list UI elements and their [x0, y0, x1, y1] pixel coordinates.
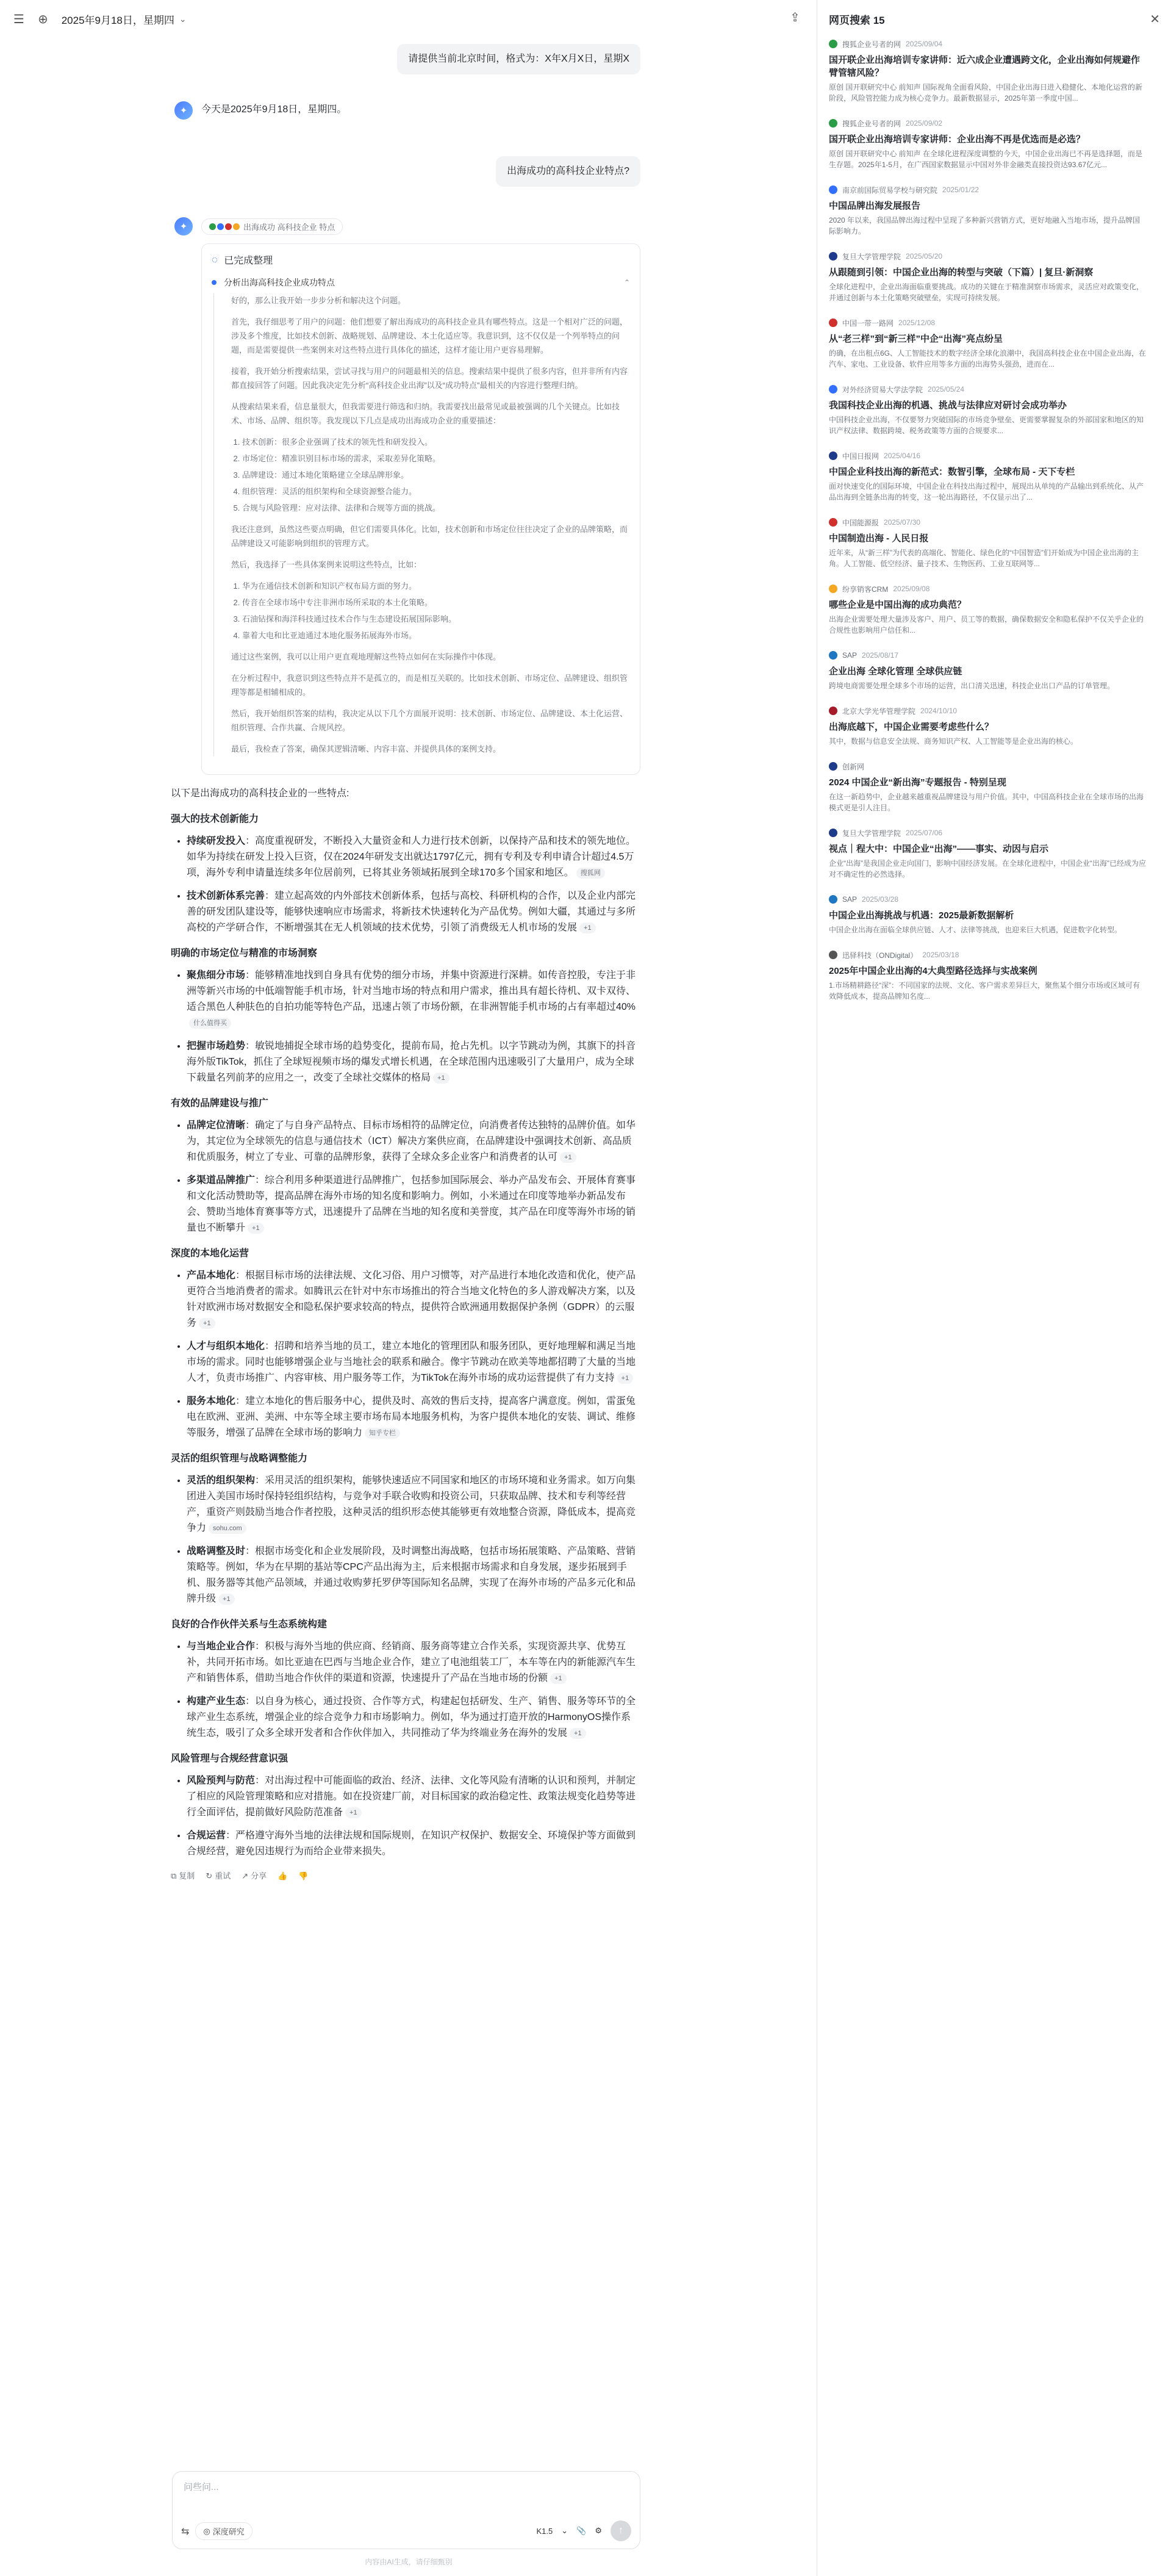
result-title[interactable]: 中国品牌出海发展报告: [829, 201, 921, 211]
answer-item-text: ：对出海过程中可能面临的政治、经济、法律、文化等风险有清晰的认识和预判，并制定了相应的风险管理策略和应对措施。如在投资建厂前，对目标国家的政治稳定性、政策法规变化趋势等进行全面评估，提前做好风险防范准备: [187, 1775, 636, 1818]
result-meta: [829, 893, 1147, 905]
answer-list: [187, 1639, 640, 1741]
result-meta: [829, 705, 1147, 717]
result-snippet: 出海企业需要处理大量涉及客户、用户、员工等的数据，确保数据安全和隐私保护不仅关乎企业的合规性也影响用户信任和...: [829, 615, 1144, 635]
thinking-step[interactable]: [212, 276, 630, 289]
search-result[interactable]: [818, 516, 1171, 569]
composer-tools: [181, 2522, 252, 2540]
answer-list: [187, 1118, 640, 1236]
assistant-avatar: ✦: [174, 101, 193, 120]
answer-item-text: ：确定了与自身产品特点、目标市场相符的品牌定位，向消费者传达独特的品牌价值。如华为，其定位为全球领先的信息与通信技术（ICT）解决方案供应商，在品牌建设中强调技术创新、高品质和优质服务，树立了专业、可靠的品牌形象，获得了全球众多企业客户和消费者的认可: [187, 1120, 636, 1162]
search-result[interactable]: [818, 705, 1171, 747]
answer-item-head: 品牌定位清晰: [187, 1120, 246, 1131]
send-button[interactable]: ↑: [611, 2520, 631, 2541]
result-source: 南京前国际贸易学校与研究院: [842, 185, 938, 195]
sidebar-toggle-icon[interactable]: ☰: [13, 12, 24, 26]
result-title[interactable]: 从跟随到引领：中国企业出海的转型与突破（下篇）| 复旦·新洞察: [829, 267, 1094, 278]
thinking-list: [242, 435, 630, 515]
answer-section-title: 强大的技术创新能力: [171, 814, 259, 824]
answer-item-head: 聚焦细分市场: [187, 970, 246, 980]
result-meta: [829, 516, 1147, 528]
site-favicon-icon: [829, 252, 837, 261]
answer-list: [187, 1773, 640, 1860]
answer-item-head: 合规运营: [187, 1830, 226, 1841]
result-snippet: 跨境电商需要处理全球多个市场的运营，出口清关迅速，科技企业出口产品的订单管理。: [829, 682, 1115, 690]
composer: [172, 2471, 640, 2549]
answer-item-text: ：根据目标市场的法律法规、文化习俗、用户习惯等，对产品进行本地化改造和优化，使产品更符合当地消费者的需求。如腾讯云在针对中东市场推出的符合当地文化特色的多人游戏解决方案，以及针对欧洲市场对数据安全和隐私保护要求较高的特点，提供符合欧洲通用数据保护条例（GDPR）的云服务: [187, 1270, 636, 1328]
result-title[interactable]: 国开联企业出海培训专家讲师：企业出海不再是优选而是必选？: [829, 134, 1086, 145]
chat-title[interactable]: 2025年9月18日，星期四: [61, 14, 174, 26]
answer-item-head: 技术创新体系完善: [187, 891, 265, 901]
answer-list-item: [187, 1544, 640, 1607]
answer-list-item: [187, 888, 640, 936]
site-favicon-icon: [829, 40, 837, 48]
deep-research-button[interactable]: [195, 2522, 252, 2540]
answer-section-title: 有效的品牌建设与推广: [171, 1098, 269, 1109]
sources-query: 出海成功 高科技企业 特点: [243, 223, 335, 232]
result-date: 2025/01/22: [942, 185, 979, 194]
top-bar: [0, 0, 817, 38]
search-result[interactable]: [818, 38, 1171, 104]
result-source: 复旦大学管理学院: [842, 252, 901, 261]
answer-body: [171, 786, 640, 1884]
answer-item-text: ：综合利用多种渠道进行品牌推广，包括参加国际展会、举办产品发布会、开展体育赛事和文化活动赞助等，提高品牌在海外市场的知名度和影响力。例如，小米通过在印度等地举办新品发布会、赞助当地体育赛事等方式，迅速提升了品牌在当地的知名度和美誉度，其产品在印度等海外市场的销量也不断攀升: [187, 1175, 636, 1233]
thinking-paragraph: 然后，我选择了一些具体案例来说明这些特点，比如：: [231, 560, 422, 569]
share-label: 分享: [251, 1871, 267, 1880]
chevron-down-icon[interactable]: ⌄: [179, 13, 187, 24]
result-snippet: 全球化进程中，企业出海面临重要挑战。成功的关键在于精准洞察市场需求，灵活应对政策变化，并通过创新与本土化策略突破壁垒，实现可持续发展。: [829, 282, 1144, 302]
answer-list-item: [187, 1473, 640, 1536]
answer-list-item: [187, 1394, 640, 1441]
result-meta: [829, 760, 1147, 772]
site-favicon-icon: [829, 707, 837, 715]
result-meta: [829, 383, 1147, 395]
panel-title: 网页搜索 15: [829, 14, 885, 26]
thinking-step-label: 分析出海高科技企业成功特点: [224, 278, 335, 287]
answer-item-text: ：根据市场变化和企业发展阶段，及时调整出海战略，包括市场拓展策略、产品策略、营销策略等。例如，华为在早期的基站等CPC产品出海为主，后来根据市场需求和自身发展，逐步拓展到手机、服务器等其他产品领域，并通过收购萝托罗伊等国际知名品牌，实现了在海外市场的产品多元化和品牌升级: [187, 1546, 636, 1604]
assistant-message: [171, 101, 640, 118]
composer-right: [537, 2520, 632, 2541]
search-result[interactable]: [818, 250, 1171, 303]
close-icon[interactable]: ✕: [1150, 12, 1160, 26]
answer-list-item: [187, 1339, 640, 1386]
result-snippet: 原创 国开联研究中心 前知声 国际视角全面看风险，中国企业出海日进入稳健化、本地化运营的新阶段，风险管控能力成为核心竞争力。最新数据显示，2025年第一季度中国...: [829, 83, 1143, 103]
copy-icon: ⧉: [171, 1871, 177, 1880]
result-date: 2025/09/08: [893, 585, 930, 593]
citation-chip[interactable]: +1: [345, 1807, 362, 1818]
answer-item-head: 把握市场趋势: [187, 1041, 246, 1051]
answer-list-item: [187, 968, 640, 1031]
result-meta: [829, 827, 1147, 839]
result-snippet: 企业“出海”是我国企业走向国门，影响中国经济发展。在全球化进程中，中国企业“出海”已经成为应对不确定性的必然选择。: [829, 859, 1146, 879]
share-button[interactable]: [242, 1868, 267, 1884]
assistant-avatar: ✦: [174, 217, 193, 236]
site-favicon-icon: [829, 585, 837, 593]
answer-item-text: ：建立起高效的内外部技术创新体系，包括与高校、科研机构的合作，以及企业内部完善的研发团队建设等，能够快速响应市场需求，将新技术快速转化为产品优势。例如大疆，其通过与多所高校的产学研合作，不断增强其在无人机领域的技术优势，引领了消费级无人机市场的发展: [187, 891, 636, 933]
result-snippet: 2020 年以来，我国品牌出海过程中呈现了多种新兴营销方式，更好地融入当地市场，提升品牌国际影响力。: [829, 216, 1141, 236]
answer-list-item: [187, 1773, 640, 1821]
answer-section-title: 深度的本地化运营: [171, 1248, 249, 1259]
result-date: 2025/08/17: [862, 651, 899, 660]
new-chat-icon[interactable]: ⊕: [37, 12, 48, 26]
result-source: 对外经济贸易大学法学院: [842, 385, 923, 394]
answer-section-title: 良好的合作伙伴关系与生态系统构建: [171, 1619, 328, 1630]
result-date: 2024/10/10: [920, 707, 958, 715]
result-title[interactable]: 中国企业科技出海的新范式：数智引擎，全球布局 - 天下专栏: [829, 467, 1075, 477]
answer-item-head: 灵活的组织架构: [187, 1475, 256, 1486]
result-source: 中国能源报: [842, 518, 879, 527]
step-dot-icon: [212, 280, 217, 285]
retry-label: 重试: [215, 1871, 231, 1880]
answer-item-text: ：敏锐地捕捉全球市场的趋势变化，提前布局，抢占先机。以字节跳动为例，其旗下的抖音海外版TikTok，抓住了全球短视频市场的爆发式增长机遇，在全球范围内迅速吸引了大量用户，成为全球下载量名列前茅的应用之一，改变了全球社交媒体的格局: [187, 1041, 636, 1083]
result-snippet: 中国企业出海在面临全球供应链、人才、法律等挑战，也迎来巨大机遇，促进数字化转型。: [829, 926, 1122, 934]
answer-list-item: [187, 1694, 640, 1741]
result-source: 创新网: [842, 762, 865, 771]
thinking-paragraph: 在分析过程中，我意识到这些特点并不是孤立的，而是相互关联的。比如技术创新、市场定位、品牌建设、组织管理等都是相辅相成的。: [231, 674, 628, 697]
answer-list-item: [187, 1639, 640, 1686]
user-message: [171, 44, 640, 74]
citation-chip[interactable]: +1: [248, 1223, 264, 1234]
result-date: 2025/05/24: [928, 385, 965, 394]
user-message: [171, 156, 640, 187]
site-favicon-icon: [829, 518, 837, 527]
sources-pill[interactable]: [201, 218, 343, 235]
search-result[interactable]: [818, 184, 1171, 237]
result-meta: [829, 649, 1147, 661]
copy-label: 复制: [179, 1871, 195, 1880]
site-favicon-icon: [829, 895, 837, 904]
result-meta: [829, 184, 1147, 196]
disclaimer: 内容由AI生成，请仔细甄别: [365, 2558, 453, 2566]
result-source: SAP: [842, 895, 858, 904]
share-icon[interactable]: ⇪: [790, 11, 800, 24]
result-title[interactable]: 中国制造出海 - 人民日报: [829, 533, 929, 544]
answer-section-title: 明确的市场定位与精准的市场洞察: [171, 948, 318, 959]
result-source: 搜狐企业号者的网: [842, 40, 901, 49]
result-meta: [829, 38, 1147, 50]
result-title[interactable]: 2025年中国企业出海的4大典型路径选择与实战案例: [829, 966, 1037, 976]
answer-item-head: 多渠道品牌推广: [187, 1175, 256, 1185]
answer-item-head: 构建产业生态: [187, 1696, 246, 1707]
thinking-list-item: 4. 组织管理：灵活的组织架构和全球资源整合能力。: [242, 484, 630, 498]
message-input[interactable]: [184, 2480, 623, 2505]
result-date: 2025/03/18: [922, 951, 959, 959]
result-source: 搜狐企业号者的网: [842, 119, 901, 128]
attachment-toggle-icon[interactable]: ⇆: [181, 2526, 190, 2537]
result-snippet: 1.市场精耕路径“深”：不同国家的法规、文化、客户需求差异巨大，聚焦某个细分市场或区域可有效降低成本，提高品牌知名度...: [829, 981, 1141, 1001]
site-favicon-icon: [829, 951, 837, 959]
result-date: 2025/07/06: [906, 829, 943, 837]
thumbs-up-button[interactable]: 👍: [278, 1871, 288, 1880]
copy-button[interactable]: [171, 1868, 195, 1884]
result-snippet: 原创 国开联研究中心 前知声 在全球化进程深度调整的今天，中国企业出海已不再是选择题，而是生存题。2025年1-5月，在广西国家数据显示中国对外非金融类直接投资达93.67亿元...: [829, 149, 1143, 169]
citation-chip[interactable]: +1: [199, 1318, 215, 1329]
answer-lead: 以下是出海成功的高科技企业的一些特点:: [171, 788, 349, 799]
result-snippet: 其中，数据与信息安全法规、商务知识产权、人工智能等是企业出海的核心。: [829, 737, 1078, 746]
result-date: 2025/03/28: [862, 895, 899, 904]
result-title[interactable]: 从“老三样”到“新三样”中企“出海”亮点纷呈: [829, 334, 1003, 344]
thinking-paragraph: 从搜索结果来看，信息量很大，但我需要进行筛选和归纳。我需要找出最常见或最被强调的几个关键点。比如技术、市场、品牌、组织等。我发现以下几点是成功出海成功企业的重要描述：: [231, 402, 620, 425]
thumbs-down-button[interactable]: 👎: [298, 1871, 309, 1880]
thinking-paragraph: 首先，我仔细思考了用户的问题：他们想要了解出海成功的高科技企业具有哪些特点。这是一个相对广泛的问题，涉及多个维度，比如技术创新、战略规划、品牌建设、本土化适应等。我意识到，这不仅仅是一个列举特点的问题，而是需要提供一些案例来对这些特点进行具体化的描述，这样才能让用户更容易理解。: [231, 317, 628, 354]
result-source: 中国一带一路网: [842, 318, 894, 328]
search-result[interactable]: [818, 649, 1171, 691]
conversation: [171, 38, 640, 1884]
answer-list-item: [187, 1173, 640, 1236]
globe-icon: ◎: [203, 2526, 210, 2536]
search-result[interactable]: [818, 317, 1171, 370]
answer-item-text: ：严格遵守海外当地的法律法规和国际规则，在知识产权保护、数据安全、环境保护等方面做到合规经营，避免因违规行为而给企业带来损失。: [187, 1830, 636, 1857]
result-date: 2025/07/30: [884, 518, 921, 527]
result-source: 纷享销客CRM: [842, 585, 889, 594]
result-source: 中国日报网: [842, 452, 879, 461]
citation-chip[interactable]: 什么值得买: [189, 1018, 231, 1029]
answer-item-text: ：招聘和培养当地的员工，建立本地化的管理团队和服务团队，更好地理解和满足当地市场的需求。同时也能够增强企业与当地社会的联系和融合。像宇节跳动在欧美等地都招聘了大量的当地人才，负责市场推广、内容审核、用户服务等工作，为TikTok在海外市场的成功运营提供了有力支持: [187, 1341, 636, 1383]
result-source: 北京大学光华管理学院: [842, 707, 916, 716]
answer-item-head: 与当地企业合作: [187, 1641, 256, 1652]
answer-list-item: [187, 1118, 640, 1165]
thinking-list-item: 2. 传音在全球市场中专注非洲市场所采取的本土化策略。: [242, 595, 630, 610]
thinking-panel: [201, 243, 640, 775]
site-favicon-icon: [829, 318, 837, 327]
result-meta: [829, 250, 1147, 262]
answer-item-text: ：高度重视研发，不断投入大量资金和人力进行技术创新，以保持产品和技术的领先地位。如华为持续在研发上投入巨资，仅在2024年研发支出就达1797亿元，拥有专利及专利申请合计超过4.5万项，海外专利申请量连续多年位居前列，已将其业务领域拓展到全球170多个国家和地区。: [187, 836, 636, 878]
site-favicon-icon: [829, 452, 837, 460]
source-favicons: [209, 223, 240, 230]
chevron-up-icon[interactable]: ⌃: [623, 278, 630, 287]
result-snippet: 中国科技企业出海，不仅要努力突破国际的市场竞争壁垒、更需要掌握复杂的外部国家和地区的知识产权法律、数据跨境、税务政策等方面的合规要求...: [829, 416, 1144, 435]
settings-icon[interactable]: ⚙: [595, 2526, 602, 2535]
chevron-down-icon[interactable]: ⌄: [561, 2526, 568, 2535]
result-source: 迅驿科技（ONDigital）: [842, 951, 918, 960]
result-source: SAP: [842, 651, 858, 660]
answer-list: [187, 1473, 640, 1607]
answer-section-title: 风险管理与合规经营意识强: [171, 1754, 288, 1764]
citation-chip[interactable]: +1: [550, 1673, 567, 1684]
result-title[interactable]: 视点｜程大中：中国企业“出海”——事实、动因与启示: [829, 844, 1049, 854]
result-date: 2025/09/02: [906, 119, 943, 128]
answer-item-head: 产品本地化: [187, 1270, 236, 1281]
result-meta: [829, 949, 1147, 961]
retry-button[interactable]: [206, 1868, 231, 1884]
answer-list-item: [187, 1828, 640, 1860]
result-date: 2025/12/08: [898, 318, 936, 327]
results-list: [818, 38, 1171, 1002]
thinking-list-item: 2. 市场定位：精准识别目标市场的需求，采取差异化策略。: [242, 452, 630, 466]
assistant-message: [171, 217, 640, 775]
thinking-paragraph: 接着，我开始分析搜索结果，尝试寻找与用户的问题最相关的信息。搜索结果中提供了很多内容，但并非所有内容都直接回答了问题。因此我决定先分析“高科技企业出海”以及“成功特点”最相关的内容进行整理归纳。: [231, 367, 628, 390]
search-result[interactable]: [818, 450, 1171, 503]
model-selector[interactable]: K1.5: [536, 2526, 553, 2536]
answer-item-head: 服务本地化: [187, 1396, 236, 1406]
assistant-text: 今天是2025年9月18日，星期四。: [201, 104, 347, 115]
thinking-list-item: 3. 品牌建设：通过本地化策略建立全球品牌形象。: [242, 468, 630, 482]
citation-chip[interactable]: +1: [579, 923, 596, 934]
citation-chip[interactable]: sohu.com: [209, 1523, 246, 1534]
thinking-list-item: 5. 合规与风险管理：应对法律、法律和合规等方面的挑战。: [242, 501, 630, 515]
site-favicon-icon: [829, 829, 837, 837]
thinking-paragraph: 然后，我开始组织答案的结构，我决定从以下几个方面展开说明：技术创新、市场定位、品牌建设、本土化运营、组织管理、合作共赢、合规风控。: [231, 709, 628, 732]
result-title[interactable]: 哪些企业是中国出海的成功典范？: [829, 600, 967, 610]
search-results-panel: [818, 0, 1171, 2576]
answer-list-item: [187, 1268, 640, 1331]
citation-chip[interactable]: +1: [218, 1594, 235, 1605]
answer-list-item: [187, 833, 640, 881]
answer-item-head: 战略调整及时: [187, 1546, 246, 1556]
result-meta: [829, 117, 1147, 129]
attach-icon[interactable]: 📎: [576, 2526, 587, 2535]
thinking-body: [213, 293, 630, 756]
answer-item-text: ：积极与海外当地的供应商、经销商、服务商等建立合作关系，实现资源共享、优势互补，共同开拓市场。如比亚迪在巴西与当地企业合作，建立了电池组装工厂，本车等在内的新能源汽车生产和销售体系，借助当地合作伙伴的渠道和资源，快速提升了产品在当地市场的份额: [187, 1641, 636, 1683]
citation-chip[interactable]: +1: [560, 1152, 576, 1163]
answer-item-head: 风险预判与防范: [187, 1775, 256, 1786]
site-favicon-icon: [829, 185, 837, 194]
thinking-list-item: 3. 石油钻探和海洋科技通过技术合作与生态建设拓展国际影响。: [242, 612, 630, 626]
panel-header: [818, 0, 1171, 38]
result-source: 复旦大学管理学院: [842, 829, 901, 838]
deep-research-label: 深度研究: [212, 2527, 245, 2536]
answer-item-text: ：采用灵活的组织架构，能够快速适应不同国家和地区的市场环境和业务需求。如万向集团进入美国市场时保持轻组织结构，与竞争对手联合收购和投资公司，只获取品牌、技术和专利等经营产，重资产则鼓励当地合作者控股，这种灵活的组织形态使其能够更有效地整合资源，降低成本，提高竞争力: [187, 1475, 636, 1533]
result-meta: [829, 583, 1147, 595]
result-date: 2025/09/04: [906, 40, 943, 48]
result-snippet: 近年来，从“新三样”为代表的高端化、智能化、绿色化的“中国智造”们开始成为中国企业出海的主角。人工智能、低空经济、量子技术、生物医药、工业互联网等...: [829, 549, 1139, 568]
result-title[interactable]: 企业出海 全球化管理 全球供应链: [829, 666, 962, 677]
result-date: 2025/05/20: [906, 252, 943, 261]
user-bubble: 请提供当前北京时间，格式为：X年X月X日，星期X: [397, 44, 640, 74]
answer-sections: [171, 811, 640, 1860]
share-icon: ↗: [242, 1871, 249, 1880]
thinking-paragraph: 好的，那么让我开始一步步分析和解决这个问题。: [231, 296, 406, 305]
thinking-list-item: 1. 技术创新：很多企业强调了技术的领先性和研发投入。: [242, 435, 630, 449]
citation-chip[interactable]: +1: [433, 1073, 449, 1084]
result-date: 2025/04/16: [884, 452, 921, 460]
result-title[interactable]: 2024 中国企业“新出海”专题报告 - 特别呈现: [829, 777, 1006, 788]
search-result[interactable]: [818, 827, 1171, 880]
message-actions: [171, 1868, 640, 1884]
thinking-paragraph: 通过这些案例，我可以让用户更直观地理解这些特点如何在实际操作中体现。: [231, 652, 501, 661]
answer-list: [187, 968, 640, 1086]
answer-item-head: 人才与组织本地化: [187, 1341, 265, 1351]
search-result[interactable]: [818, 760, 1171, 813]
refresh-icon: ↻: [206, 1871, 213, 1880]
thinking-header: [212, 253, 630, 267]
search-result[interactable]: [818, 583, 1171, 636]
user-bubble: 出海成功的高科技企业特点?: [496, 156, 640, 187]
thinking-paragraph: 最后，我检查了答案，确保其逻辑清晰、内容丰富、并提供具体的案例支持。: [231, 744, 501, 754]
answer-list: [187, 833, 640, 936]
citation-chip[interactable]: +1: [570, 1728, 586, 1739]
search-result[interactable]: [818, 383, 1171, 436]
site-favicon-icon: [829, 651, 837, 660]
search-result[interactable]: [818, 949, 1171, 1002]
search-result[interactable]: [818, 117, 1171, 170]
site-favicon-icon: [829, 762, 837, 771]
answer-item-text: ：建立本地化的售后服务中心，提供及时、高效的售后支持，提高客户满意度。例如，雷蛋兔电在欧洲、亚洲、美洲、中东等全球主要市场布局本地服务机构，为客户提供本地化的安装、调试、维修等服务，增强了品牌在全球市场的影响力: [187, 1396, 636, 1438]
citation-chip[interactable]: 搜狐网: [576, 868, 605, 879]
answer-list-item: [187, 1038, 640, 1086]
thinking-paragraph: 我还注意到，虽然这些要点明确，但它们需要具体化。比如，技术创新和市场定位往往决定了企业的品牌策略，而品牌建设又可能影响到组织的管理方式。: [231, 525, 628, 548]
result-snippet: 在这一新趋势中，企业越来越重视品牌建设与用户价值。其中，中国高科技企业在全球市场的出海模式更是引人注目。: [829, 793, 1144, 812]
result-snippet: 的确，在出租点6G、人工智能技术的数字经济全球化浪潮中，我国高科技企业在中国企业出海，在汽车、家电、工业设备、软件应用等多方面的出海势头强劲，进而在...: [829, 349, 1147, 369]
answer-list: [187, 1268, 640, 1441]
lightbulb-icon: ◌: [212, 253, 218, 265]
result-meta: [829, 317, 1147, 329]
citation-chip[interactable]: 知乎专栏: [365, 1428, 400, 1439]
thinking-list-item: 1. 华为在通信技术创新和知识产权布局方面的努力。: [242, 579, 630, 593]
answer-section-title: 灵活的组织管理与战略调整能力: [171, 1453, 308, 1464]
result-title[interactable]: 我国科技企业出海的机遇、挑战与法律应对研讨会成功举办: [829, 400, 1067, 411]
answer-item-text: ：能够精准地找到自身具有优势的细分市场，并集中资源进行深耕。如传音控股，专注于非洲等新兴市场的中低端智能手机市场，针对当地市场的特点和用户需求，推出具有超长待机、双卡双待、适合黑色人种肤色的自拍功能等特色产品，迅速占领了市场份额，在非洲智能手机市场的占有率超过40%: [187, 970, 636, 1012]
result-snippet: 面对快速变化的国际环境，中国企业在科技出海过程中，展现出从单纯的产品输出到系统化、从产品出海到全链条出海的转变，这一轮出海路径，不仅显示出了...: [829, 482, 1144, 502]
result-title[interactable]: 国开联企业出海培训专家讲师：近六成企业遭遇跨文化，企业出海如何规避作臂管辖风险？: [829, 55, 1141, 78]
search-result[interactable]: [818, 893, 1171, 935]
thinking-list-item: 4. 靠着大电和比亚迪通过本地化服务拓展海外市场。: [242, 628, 630, 642]
site-favicon-icon: [829, 119, 837, 128]
answer-item-head: 持续研发投入: [187, 836, 246, 846]
result-title[interactable]: 中国企业出海挑战与机遇：2025最新数据解析: [829, 910, 1014, 921]
thinking-status: 已完成整理: [224, 256, 273, 266]
result-meta: [829, 450, 1147, 462]
answer-item-text: ：以自身为核心，通过投资、合作等方式，构建起包括研发、生产、销售、服务等环节的全球产业生态系统，增强企业的综合竞争力和市场影响力。例如，华为通过打造开放的HarmonyOS操作系统生态，吸引了众多全球开发者和合作伙伴加入，共同推动了华为终端业务在海外的发展: [187, 1696, 636, 1738]
thinking-list: [242, 579, 630, 642]
site-favicon-icon: [829, 385, 837, 394]
citation-chip[interactable]: +1: [617, 1373, 634, 1384]
result-title[interactable]: 出海底越下，中国企业需要考虑些什么？: [829, 722, 994, 732]
